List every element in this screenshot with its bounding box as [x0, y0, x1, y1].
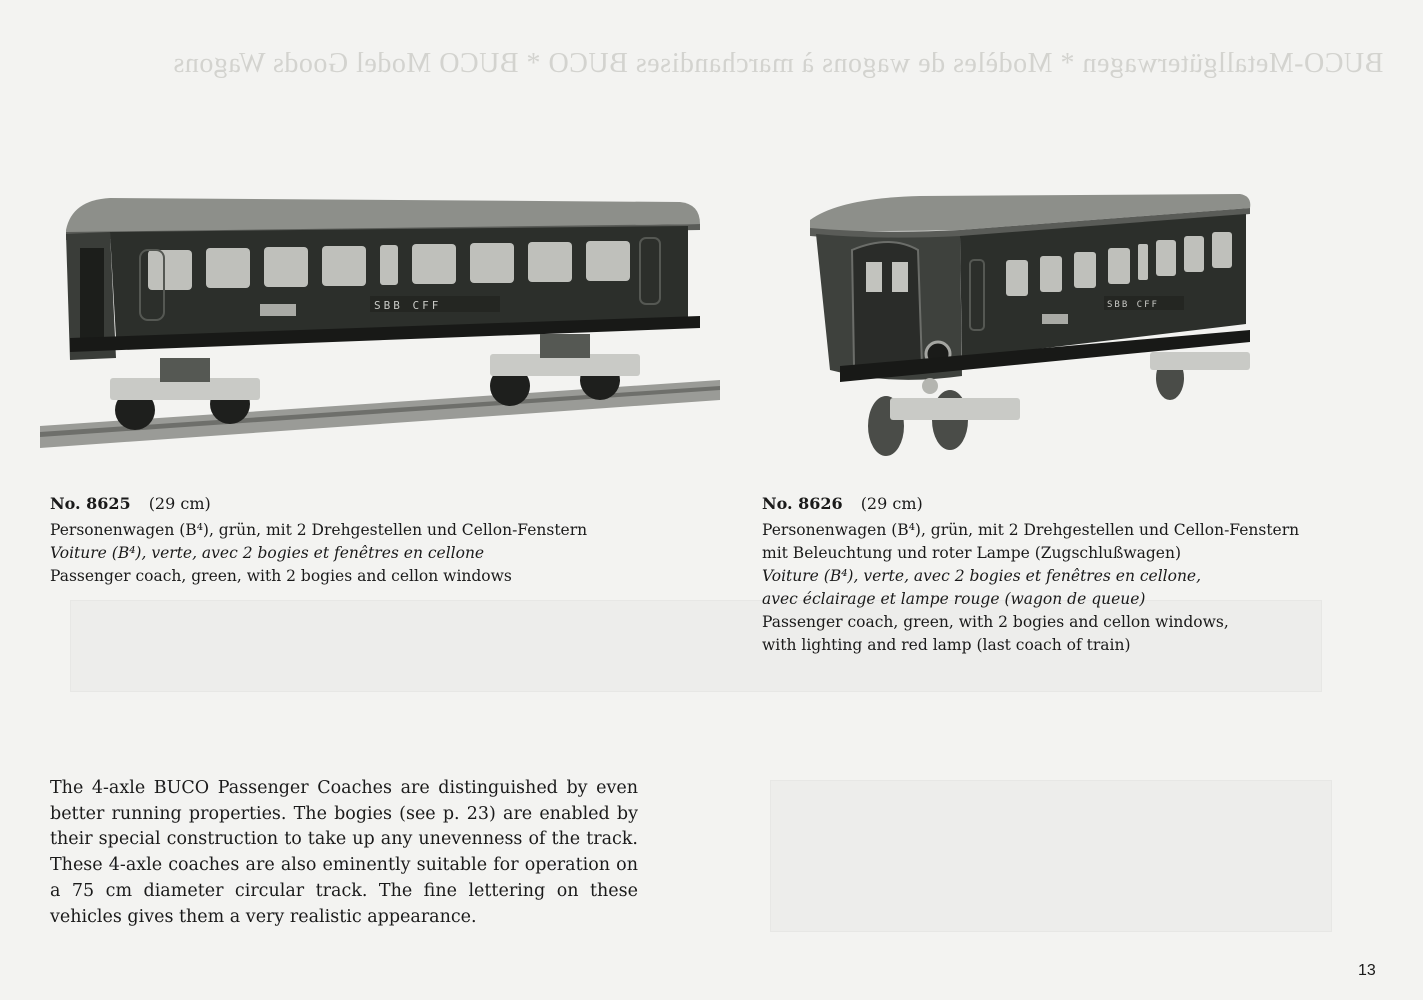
- product-number: No. 8626: [762, 494, 843, 513]
- description-paragraph: The 4-axle BUCO Passenger Coaches are distinguished by even better running properties. The bogies (see p. 23) are enabled by their special construction to take up any unevenness of the track. These 4-axle coaches are also eminently suitable for operation on a 75 cm diameter circular track. The fine lettering on these vehicles gives them a very realistic appearance.: [50, 778, 638, 927]
- product-size: (29 cm): [860, 494, 923, 513]
- product-caption-8626: [762, 492, 1402, 657]
- description-de: mit Beleuchtung und roter Lampe (Zugschlußwagen): [762, 544, 1182, 562]
- description-fr: Voiture (B⁴), verte, avec 2 bogies et fenêtres en cellone,: [762, 567, 1202, 585]
- page-number: 13: [1358, 962, 1376, 979]
- description-de: Personenwagen (B⁴), grün, mit 2 Drehgestellen und Cellon-Fenstern: [50, 521, 588, 539]
- bogie: [868, 378, 1020, 456]
- bogie: [1150, 352, 1250, 400]
- bleed-through-block: [770, 780, 1332, 932]
- description-fr: avec éclairage et lampe rouge (wagon de queue): [762, 590, 1146, 608]
- description-en: Passenger coach, green, with 2 bogies and cellon windows: [50, 567, 512, 585]
- coach-lettering: SBB CFF: [1107, 300, 1159, 310]
- coach-photo-8626: [800, 190, 1260, 470]
- description-fr: Voiture (B⁴), verte, avec 2 bogies et fenêtres en cellone: [50, 544, 485, 562]
- bleed-through-header: BUCO-Metallgüterwagen * Modèles de wagons à marchandises BUCO * BUCO Model Goods Wagons: [172, 48, 1383, 79]
- coach-photo-8625: [40, 188, 720, 460]
- product-number: No. 8625: [50, 494, 131, 513]
- coach-lettering: SBB CFF: [374, 299, 442, 312]
- description-en: Passenger coach, green, with 2 bogies and cellon windows,: [762, 613, 1229, 631]
- product-number-line: [50, 492, 690, 515]
- product-size: (29 cm): [148, 494, 211, 513]
- description-de: Personenwagen (B⁴), grün, mit 2 Drehgestellen und Cellon-Fenstern: [762, 521, 1300, 539]
- product-number-line: [762, 492, 1402, 515]
- description-en: with lighting and red lamp (last coach of train): [762, 636, 1131, 654]
- product-caption-8625: [50, 492, 690, 588]
